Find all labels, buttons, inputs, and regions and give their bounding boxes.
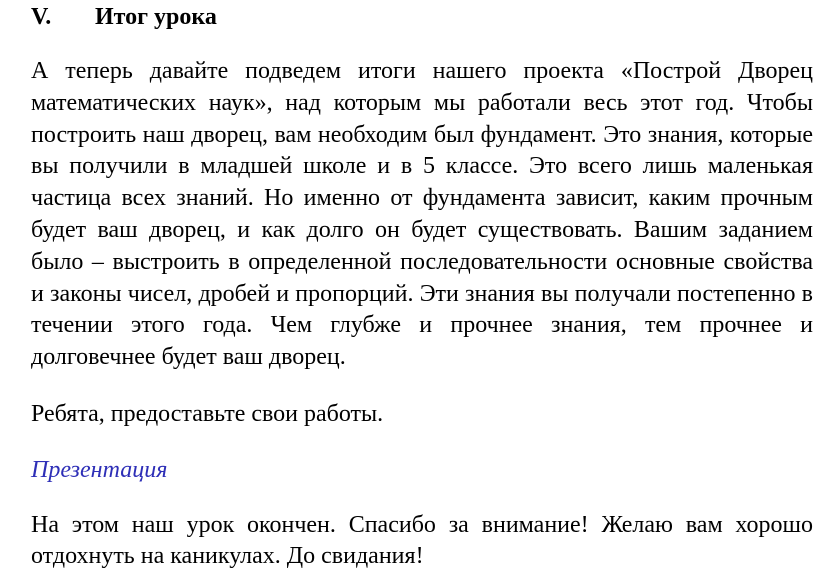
- request-paragraph: Ребята, предоставьте свои работы.: [31, 400, 384, 427]
- section-title: Итог урока: [95, 4, 217, 30]
- section-heading: [31, 1, 813, 33]
- document-page: [31, 0, 813, 573]
- summary-paragraph: А теперь давайте подведем итоги нашего проекта «Построй Дворец математических наук», над которым мы работали весь этот год. Чтобы построить наш дворец, вам необходим был фундамент. Это знания, которые вы получили в младшей школе и в 5 классе. Это всего лишь маленькая частица всех знаний. Но именно от фундамента зависит, каким прочным будет ваш дворец, и как долго он будет существовать. Вашим заданием было – выстроить в определенной последовательности основные свойства и законы чисел, дробей и пропорций. Эти знания вы получали постепенно в течении этого года. Чем глубже и прочнее знания, тем прочнее и долговечнее будет ваш дворец.: [31, 58, 813, 371]
- section-number: V.: [31, 4, 52, 30]
- closing-paragraph: На этом наш урок окончен. Спасибо за внимание! Желаю вам хорошо отдохнуть на каникулах. До свидания!: [31, 511, 813, 570]
- presentation-label: Презентация: [31, 456, 168, 483]
